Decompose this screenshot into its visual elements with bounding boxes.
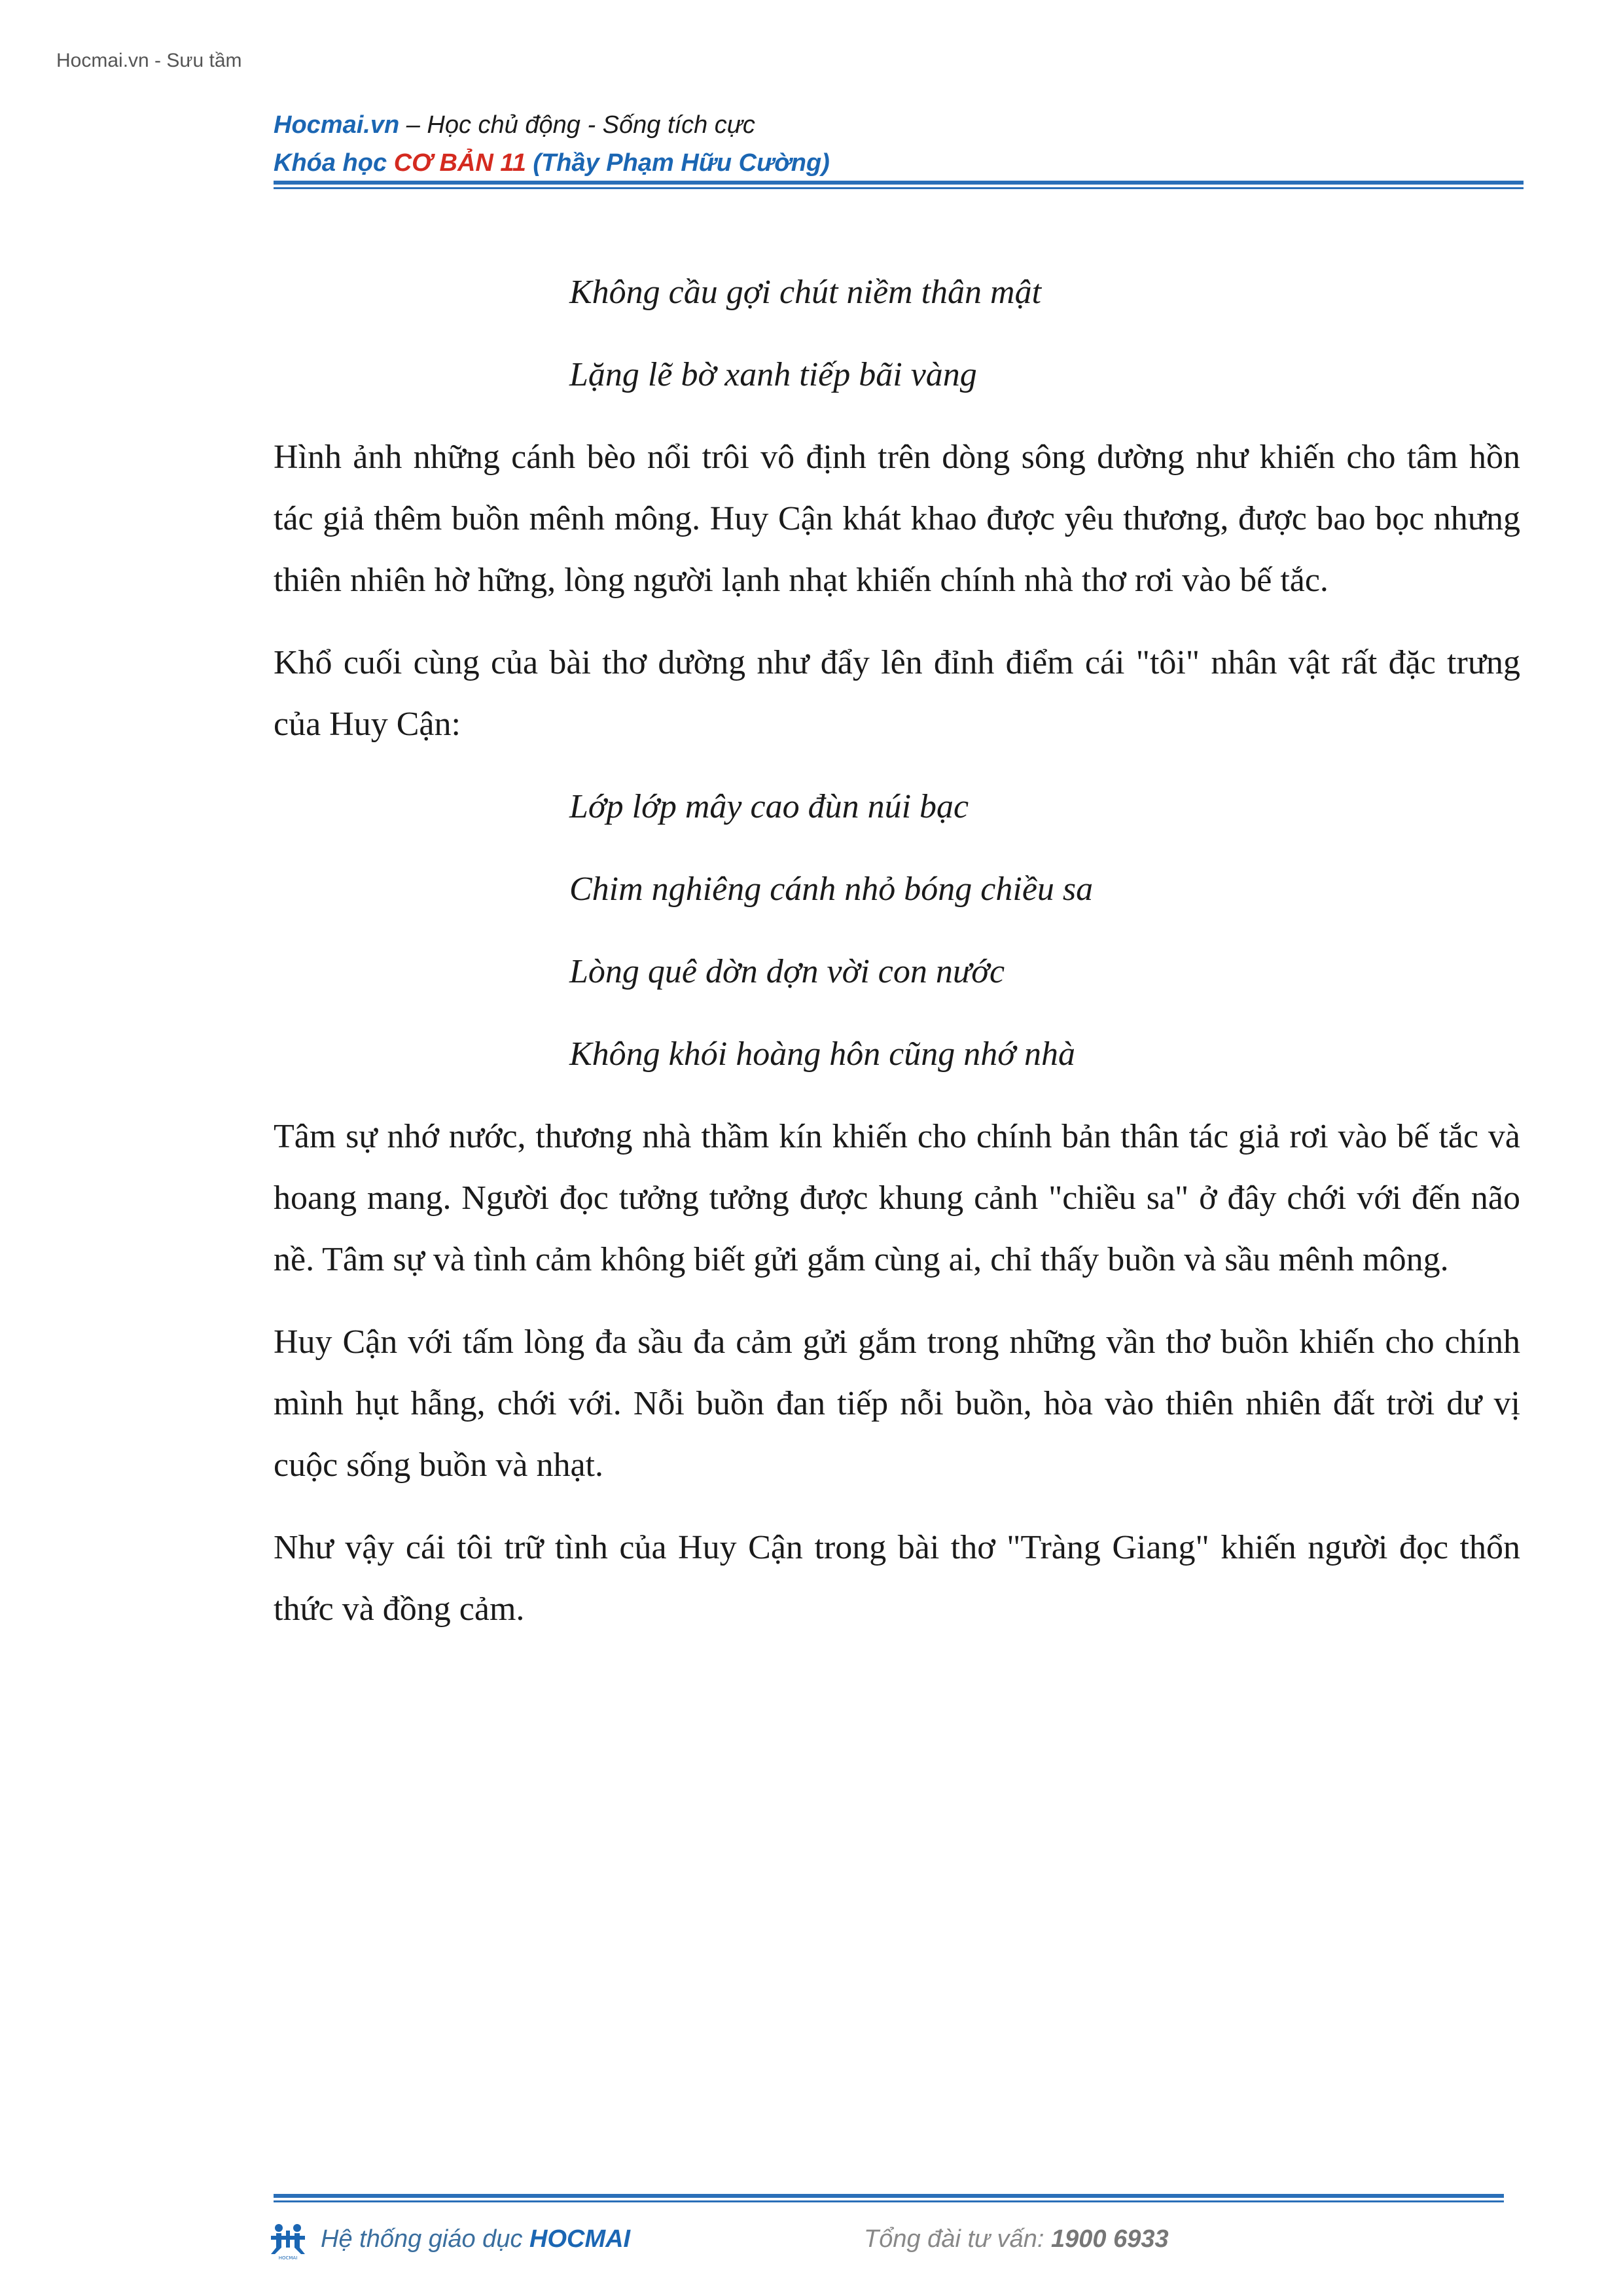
header-course-name: CƠ BẢN 11 [393,149,526,177]
verse-line: Chim nghiêng cánh nhỏ bóng chiều sa [569,870,1094,908]
header-line-brand [274,106,1524,144]
paragraph: Huy Cận với tấm lòng đa sầu đa cảm gửi gắm trong những vần thơ buồn khiến cho chính mình hụt hẫng, chới với. Nỗi buồn đan tiếp nỗi buồn, hòa vào thiên nhiên đất trời dư vị cuộc sống buồn và nhạt. [274,1323,1520,1484]
svg-text:HOCMAI: HOCMAI [278,2255,298,2261]
verse-line: Không cầu gợi chút niềm thân mật [569,274,1042,311]
paragraph: Hình ảnh những cánh bèo nổi trôi vô định trên dòng sông dường như khiến cho tâm hồn tác giả thêm buồn mênh mông. Huy Cận khát khao được yêu thương, được bao bọc nhưng thiên nhiên hờ hững, lòng người lạnh nhạt khiến chính nhà thơ rơi vào bế tắc. [274,439,1520,599]
verse-line: Không khói hoàng hôn cũng nhớ nhà [569,1035,1076,1073]
footer-system-label: Hệ thống giáo dục [321,2225,530,2253]
page-footer [268,2220,1512,2266]
header-course-prefix: Khóa học [274,149,394,177]
hocmai-logo-icon [268,2223,308,2261]
paragraph: Như vậy cái tôi trữ tình của Huy Cận trong bài thơ "Tràng Giang" khiến người đọc thổn thức và đồng cảm. [274,1529,1520,1628]
verse-line: Lớp lớp mây cao đùn núi bạc [569,788,969,825]
paragraph: Khổ cuối cùng của bài thơ dường như đẩy lên đỉnh điểm cái "tôi" nhân vật rất đặc trưng của Huy Cận: [274,644,1520,743]
poem-stanza-1 [274,262,1520,406]
footer-hotline-label: Tổng đài tư vấn: [864,2225,1052,2253]
footer-divider [274,2194,1504,2202]
footer-hotline [864,2225,1169,2253]
poem-stanza-2 [274,776,1520,1085]
page-header [274,106,1524,182]
header-line-course [274,144,1524,182]
header-slogan: – Học chủ động - Sống tích cực [399,111,755,139]
header-brand: Hocmai.vn [274,111,400,139]
footer-system [321,2225,630,2253]
verse-line: Lặng lẽ bờ xanh tiếp bãi vàng [569,356,977,393]
footer-system-brand: HOCMAI [529,2225,631,2253]
footer-hotline-number: 1900 6933 [1051,2225,1169,2253]
verse-line: Lòng quê dờn dợn vời con nước [569,953,1005,990]
paragraph: Tâm sự nhớ nước, thương nhà thầm kín khiến cho chính bản thân tác giả rơi vào bế tắc và hoang mang. Người đọc tưởng tưởng được khung cảnh "chiều sa" ở đây chới với đến não nề. Tâm sự và tình cảm không biết gửi gắm cùng ai, chỉ thấy buồn và sầu mênh mông. [274,1118,1520,1278]
document-body [274,262,1520,1661]
watermark-text: Hocmai.vn - Sưu tầm [56,50,242,71]
header-teacher: (Thầy Phạm Hữu Cường) [526,149,830,177]
header-divider [274,181,1524,189]
